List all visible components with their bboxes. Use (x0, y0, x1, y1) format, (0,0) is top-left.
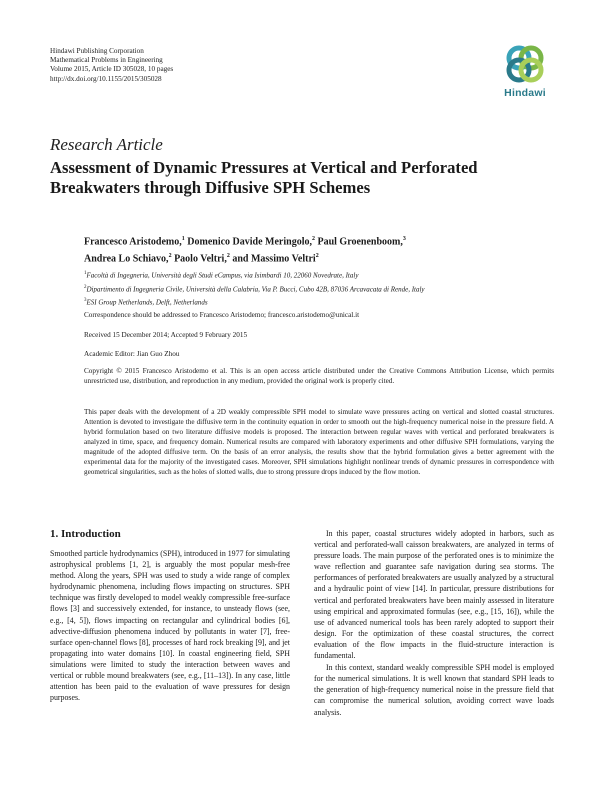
author-list (84, 232, 554, 267)
affiliation-3 (84, 295, 554, 309)
affiliation-1 (84, 268, 554, 282)
author-affil-mark: 1 (181, 236, 185, 242)
affiliation-text: Dipartimento di Ingegneria Civile, Università della Calabria, Via P. Bucci, Cubo 42B, 87036 Arcavacata di Rende, Italy (86, 285, 425, 294)
title-line-2: Breakwaters through Diffusive SPH Schemes (50, 178, 371, 197)
author-name: Paolo Veltri, (171, 253, 227, 265)
copyright-notice: Copyright © 2015 Francesco Aristodemo et al. This is an open access article distributed under the Creative Commons Attribution License, which permits unrestricted use, distribution, and reproduction in any medium, provided the original work is properly cited. (84, 367, 554, 385)
intro-left-column (50, 548, 290, 703)
author-name: Domenico Davide Meringolo, (184, 236, 312, 248)
hindawi-logo-icon (503, 42, 547, 86)
article-title (50, 158, 560, 198)
author-name: Francesco Aristodemo, (84, 236, 182, 248)
affiliation-2 (84, 282, 554, 296)
affiliation-mark: 2 (84, 284, 87, 290)
author-affil-mark: 2 (315, 253, 319, 260)
intro-paragraph: In this context, standard weakly compressible SPH model is employed for the numerical simulations. It is well known that standard SPH leads to the generation of high-frequency numerical noise in the pressure field that can compromise the numerical solution, avoiding correct wave loads analysis. (314, 663, 554, 717)
received-dates: Received 15 December 2014; Accepted 9 February 2015 (84, 331, 248, 339)
author-name: Andrea Lo Schiavo, (84, 253, 169, 265)
affiliations (84, 268, 554, 309)
doi-link[interactable]: http://dx.doi.org/10.1155/2015/305028 (50, 74, 162, 83)
affiliation-mark: 1 (84, 271, 87, 276)
hindawi-logo (497, 42, 553, 104)
intro-paragraph: In this paper, coastal structures widely adopted in harbors, such as vertical and perforated-wall caisson breakwaters, are analyzed in terms of pressure loads. The main purpose of the perforated ones is to minimize the wave reflection and guarantee safe navigation during sea storms. The performances of perforated breakwaters are usually analyzed by a structural and a hydraulic point of view [14]. In particular, pressure distributions for vertical and perforated breakwaters have been mainly assessed in literature using empirical and approximated formulas (see, e.g., [15, 16]), while the use of advanced numerical tools has been rarely adopted to support their design. For the optimization of these coastal structures, the correct evaluation of the flow impacts in the fluid-structure interaction is fundamental. (314, 529, 554, 661)
intro-right-column (314, 528, 554, 718)
section-title: 1. Introduction (50, 528, 121, 540)
affiliation-mark: 3 (84, 298, 87, 304)
abstract: This paper deals with the development of a 2D weakly compressible SPH model to simulate wave pressures acting on vertical and slotted coastal structures. Attention is devoted to investigate the diffusive term in the continuity equation in order to smooth out the high-frequency numerical noise in the pressure field. A hybrid formulation based on two literature diffusive models is proposed. The interaction between regular waves with vertical and perforated breakwaters is analyzed in time, space, and frequency domain. Numerical results are compared with laboratory experiments and other diffusive SPH formulations, varying the magnitude of the adopted diffusive term. On the basis of an error analysis, the results show that the hybrid formulation gives a better agreement with the experimental data for the majority of the investigated cases. Moreover, SPH simulations highlight nonlinear trends of dynamic pressures in correspondence with geometrical singularities, such as the holes of slotted walls, due to strong pressure drops induced by the flow motion. (84, 408, 554, 476)
academic-editor: Academic Editor: Jian Guo Zhou (84, 350, 180, 358)
author-affil-mark: 2 (311, 236, 315, 242)
article-type: Research Article (50, 135, 163, 154)
hindawi-logo-text: Hindawi (504, 87, 546, 99)
intro-paragraph: Smoothed particle hydrodynamics (SPH), introduced in 1977 for simulating astrophysical problems [1, 2], is arguably the most popular mesh-free method. Along the years, SPH was used to study a wide range of complex hydrodynamic phenomena, including flows impacting on structures. SPH technique was firstly developed to model weakly compressible free-surface flows [3] and successively extended, for instance, to unsteady flows (see, e.g., [4, 5]), flows impacting on rectangular and cylindrical bodies [6], advective-diffusion phenomena induced by pollutants in water [7], free-surface open-channel flows [8], processes of hard rock breaking [9], and jet propagating into water domains [10]. In coastal engineering field, SPH simulations were limited to study the interaction between waves and vertical or rubble mound breakwaters (see, e.g., [11–13]). In any case, little attention has been paid to the evaluation of wave pressures for design purposes. (50, 549, 290, 703)
title-line-1: Assessment of Dynamic Pressures at Vertical and Perforated (50, 158, 478, 177)
affiliation-text: ESI Group Netherlands, Delft, Netherlands (86, 298, 208, 307)
author-name: Paul Groenenboom, (314, 236, 403, 248)
correspondence: Correspondence should be addressed to Francesco Aristodemo; francesco.aristodemo@unical.it (84, 311, 360, 319)
journal-name: Mathematical Problems in Engineering (50, 56, 163, 65)
author-line-1 (84, 232, 554, 249)
affiliation-text: Facoltà di Ingegneria, Università degli Studi eCampus, via Isimbardi 10, 22060 Novedrate, Italy (86, 271, 359, 280)
publisher: Hindawi Publishing Corporation (50, 47, 144, 55)
author-affil-mark: 2 (168, 253, 172, 260)
journal-header (50, 47, 350, 84)
author-line-2 (84, 249, 554, 266)
volume-info: Volume 2015, Article ID 305028, 10 pages (50, 65, 174, 74)
author-name: and Massimo Veltri (229, 253, 316, 265)
author-affil-mark: 2 (226, 253, 230, 260)
author-affil-mark: 3 (402, 236, 406, 242)
